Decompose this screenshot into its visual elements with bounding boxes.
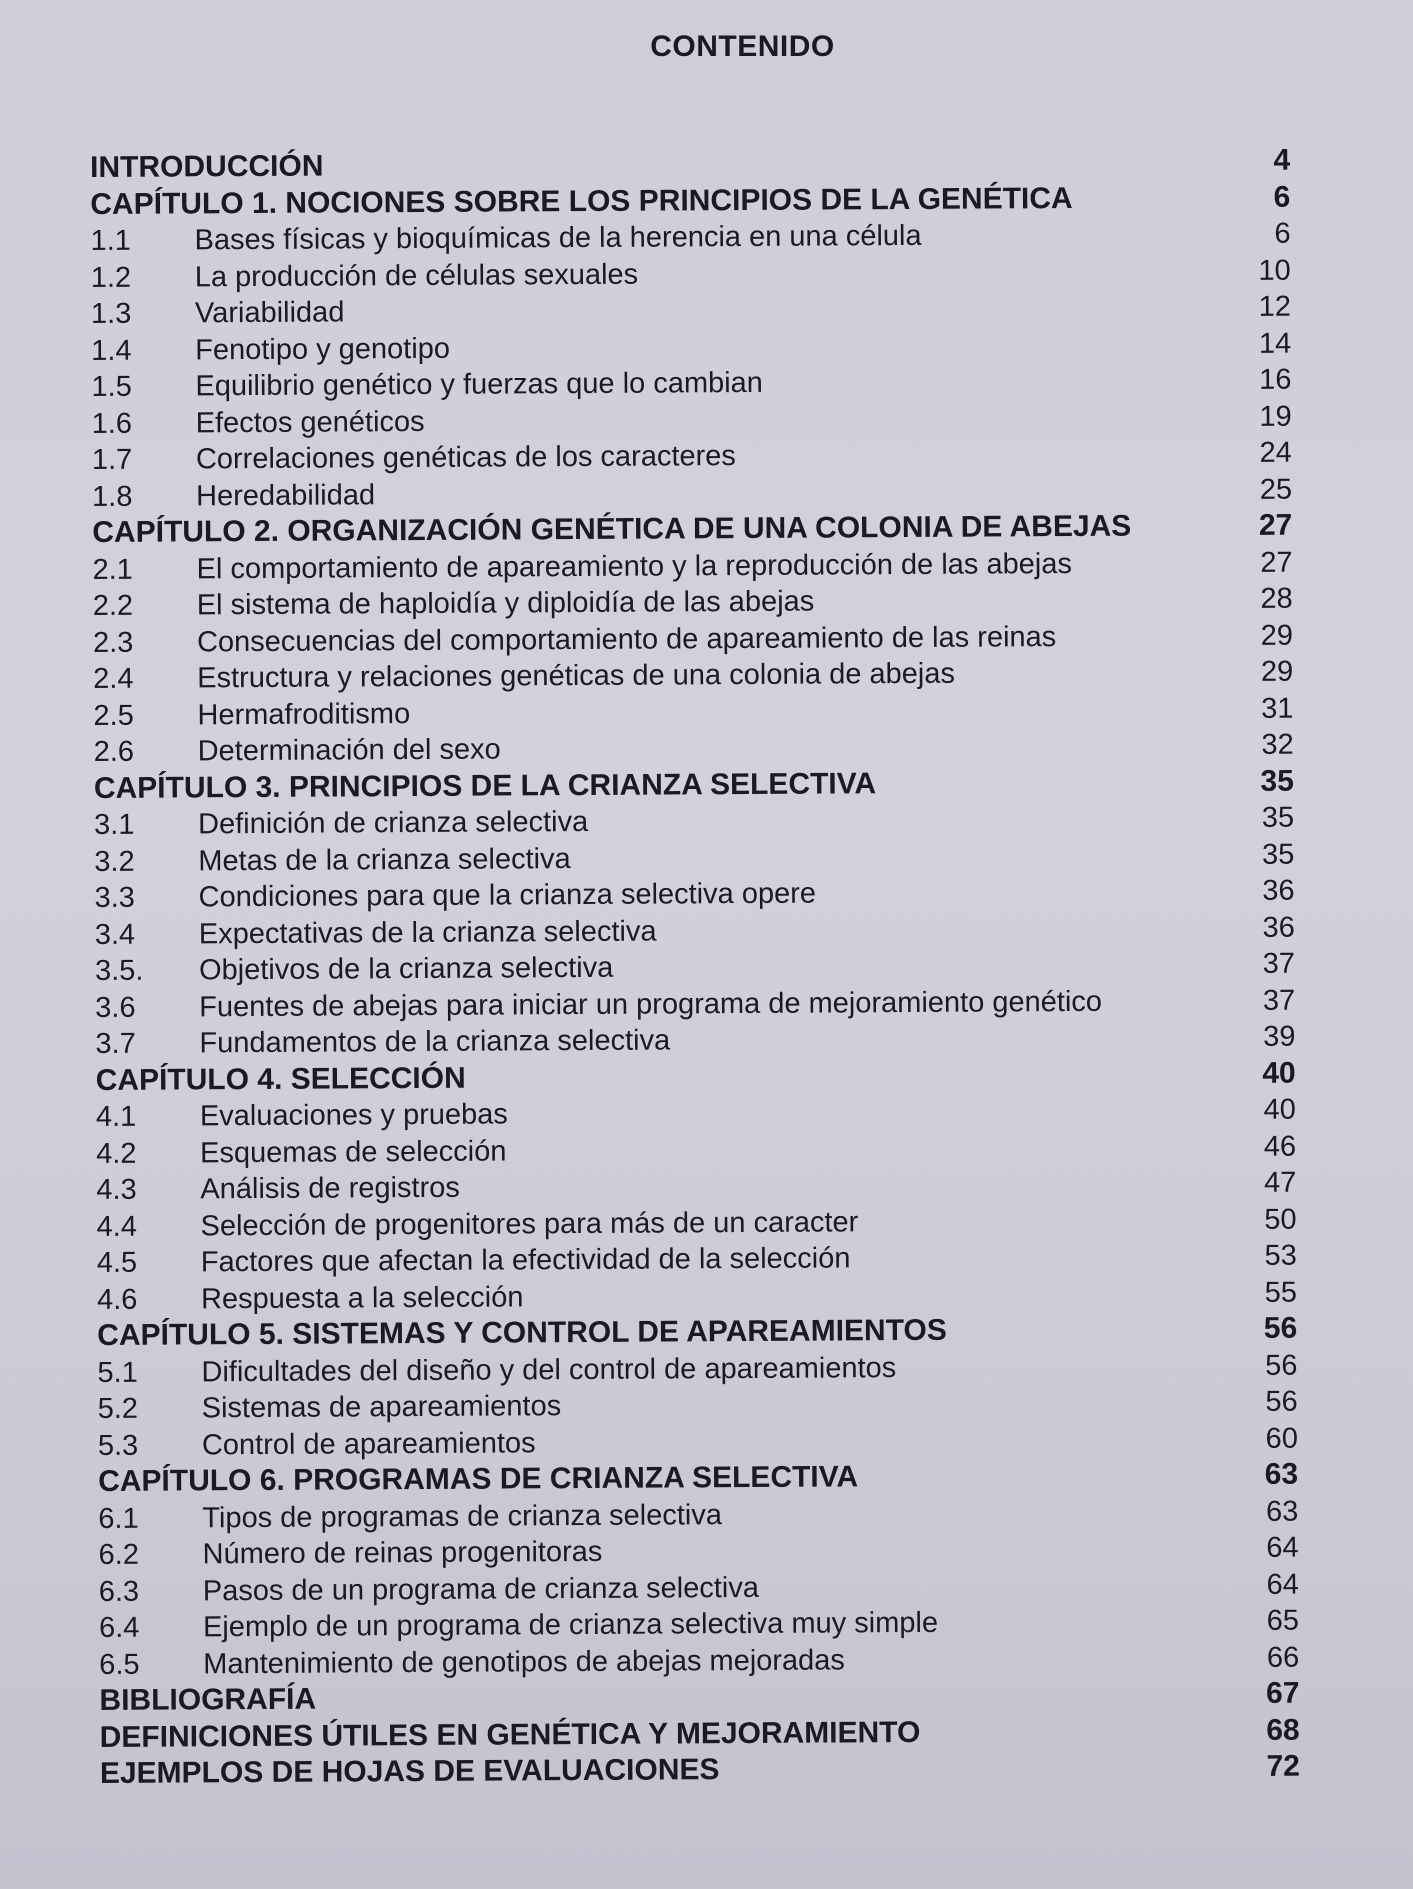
toc-section-number: 2.2 <box>92 589 134 622</box>
toc-page-number: 29 <box>1260 619 1294 652</box>
toc-section-number: 1.2 <box>90 261 132 294</box>
toc-heading-title: CAPÍTULO 2. ORGANIZACIÓN GENÉTICA DE UNA COLONIA DE ABEJAS <box>92 509 1132 549</box>
toc-page-number: 10 <box>1258 254 1291 287</box>
toc-section-number: 1.7 <box>91 443 133 476</box>
toc-page-number: 4 <box>1273 143 1291 177</box>
toc-heading-title: CAPÍTULO 3. PRINCIPIOS DE LA CRIANZA SELECTIVA <box>93 766 877 805</box>
toc-page-number: 25 <box>1259 473 1293 506</box>
toc-section-number: 3.4 <box>94 918 136 951</box>
toc-page-number: 28 <box>1260 582 1293 615</box>
toc-page-number: 64 <box>1266 1531 1299 1564</box>
toc-section-number: 3.5. <box>94 954 144 987</box>
toc-section-title: Ejemplo de un programa de crianza selectiva muy simple <box>202 1606 939 1644</box>
toc-page-number: 67 <box>1265 1676 1300 1710</box>
toc-page-number: 65 <box>1266 1604 1300 1637</box>
toc-section-title: Consecuencias del comportamiento de apareamiento de las reinas <box>196 620 1057 658</box>
toc-section-title: Evaluaciones y pruebas <box>199 1098 508 1133</box>
toc-page-number: 32 <box>1261 728 1294 761</box>
toc-heading-row <box>100 1749 1300 1793</box>
toc-page-number: 39 <box>1263 1020 1296 1053</box>
toc-page-number: 68 <box>1266 1713 1300 1747</box>
toc-page-number: 27 <box>1258 508 1293 542</box>
toc-heading-title: CAPÍTULO 1. NOCIONES SOBRE LOS PRINCIPIOS DE LA GENÉTICA <box>90 181 1073 221</box>
toc-page-number: 36 <box>1262 874 1295 907</box>
toc-section-number: 1.1 <box>90 224 131 257</box>
toc-section-title: Fuentes de abejas para iniciar un programa de mejoramiento genético <box>199 985 1103 1023</box>
toc-page-number: 50 <box>1264 1203 1297 1236</box>
toc-page-number: 40 <box>1263 1093 1296 1126</box>
toc-section-title: Expectativas de la crianza selectiva <box>198 915 657 950</box>
toc-section-title: Sistemas de apareamientos <box>201 1390 562 1425</box>
toc-page-number: 29 <box>1260 655 1294 688</box>
toc-section-title: Selección de progenitores para más de un caracter <box>200 1205 859 1242</box>
toc-section-title: Equilibrio genético y fuerzas que lo cambian <box>195 366 763 403</box>
toc-heading-title: CAPÍTULO 6. PROGRAMAS DE CRIANZA SELECTIVA <box>98 1460 859 1498</box>
toc-section-number: 2.1 <box>92 553 133 586</box>
toc-page-number: 40 <box>1262 1056 1296 1090</box>
toc-section-number: 2.5 <box>93 699 134 732</box>
toc-section-number: 1.5 <box>91 370 132 403</box>
toc-section-number: 1.3 <box>90 297 132 330</box>
toc-section-title: Tipos de programas de crianza selectiva <box>202 1498 723 1534</box>
toc-section-number: 5.2 <box>97 1392 139 1425</box>
toc-section-title: El sistema de haploidía y diploidía de las abejas <box>196 585 815 622</box>
toc-section-number: 6.1 <box>98 1502 139 1535</box>
toc-section-number: 1.8 <box>92 480 133 513</box>
toc-section-title: Objetivos de la crianza selectiva <box>198 951 614 987</box>
toc-section-title: Fundamentos de la crianza selectiva <box>199 1024 671 1060</box>
toc-page-number: 16 <box>1259 363 1292 396</box>
toc-section-number: 3.7 <box>95 1027 136 1060</box>
toc-section-number: 4.1 <box>95 1100 137 1133</box>
toc-page-number: 37 <box>1262 984 1296 1017</box>
toc-section-number: 4.3 <box>96 1173 137 1206</box>
toc-heading-title: BIBLIOGRAFÍA <box>99 1682 317 1717</box>
toc-section-number: 1.4 <box>91 334 132 367</box>
toc-page-number: 56 <box>1265 1349 1298 1382</box>
toc-section-number: 2.3 <box>92 626 134 659</box>
toc-heading-title: INTRODUCCIÓN <box>90 149 324 184</box>
toc-section-title: Condiciones para que la crianza selectiva opere <box>198 877 817 914</box>
toc-section-number: 6.3 <box>98 1575 140 1608</box>
toc-section-number: 5.1 <box>97 1356 138 1389</box>
toc-page-number: 56 <box>1265 1385 1298 1418</box>
toc-section-number: 3.2 <box>94 845 135 878</box>
toc-section-number: 6.2 <box>98 1538 140 1571</box>
toc-page-number: 35 <box>1260 764 1294 798</box>
toc-section-number: 4.6 <box>96 1283 138 1316</box>
toc-page-number: 35 <box>1261 838 1295 871</box>
toc-section-title: Metas de la crianza selectiva <box>198 842 571 877</box>
toc-page-number: 47 <box>1263 1166 1297 1199</box>
toc-section-title: Respuesta a la selección <box>200 1280 524 1315</box>
toc-heading-title: CAPÍTULO 5. SISTEMAS Y CONTROL DE APAREAMIENTOS <box>97 1313 947 1352</box>
toc-section-number: 1.6 <box>91 407 133 440</box>
toc-section-number: 3.6 <box>95 991 136 1024</box>
toc-section-number: 5.3 <box>97 1429 139 1462</box>
toc-section-number: 6.5 <box>99 1648 140 1681</box>
toc-section-title: Dificultades del diseño y del control de apareamientos <box>201 1351 897 1388</box>
toc-section-title: Correlaciones genéticas de los caracteres <box>195 440 736 476</box>
toc-page-number: 12 <box>1258 290 1292 323</box>
page-title: CONTENIDO <box>650 30 835 63</box>
toc-section-title: La producción de células sexuales <box>194 258 639 293</box>
toc-section-title: Definición de crianza selectiva <box>198 805 589 841</box>
toc-section-title: Variabilidad <box>194 296 345 330</box>
toc-section-title: Análisis de registros <box>200 1171 460 1206</box>
toc-section-title: Estructura y relaciones genéticas de una colonia de abejas <box>197 657 956 695</box>
toc-page-number: 24 <box>1259 436 1292 469</box>
toc-page-number: 46 <box>1263 1130 1297 1163</box>
toc-page-number: 64 <box>1266 1568 1299 1601</box>
toc-page-number: 36 <box>1262 911 1295 944</box>
toc-page-number: 14 <box>1258 327 1292 360</box>
toc-page-number: 19 <box>1259 400 1292 433</box>
toc-section-number: 4.2 <box>96 1137 137 1170</box>
toc-page-number: 63 <box>1264 1457 1299 1491</box>
toc-section-number: 2.4 <box>93 662 134 695</box>
toc-heading-title: DEFINICIONES ÚTILES EN GENÉTICA Y MEJORAMIENTO <box>99 1715 921 1754</box>
toc-section-title: Hermafroditismo <box>197 697 411 731</box>
toc-section-title: Número de reinas progenitoras <box>202 1535 603 1571</box>
toc-heading-title: EJEMPLOS DE HOJAS DE EVALUACIONES <box>99 1753 720 1790</box>
toc-page-number: 66 <box>1266 1641 1300 1674</box>
toc-page-number: 37 <box>1262 947 1296 980</box>
toc-page-number: 60 <box>1265 1422 1298 1455</box>
toc-page-number: 6 <box>1274 217 1291 250</box>
toc-page-number: 6 <box>1273 180 1291 214</box>
toc-section-title: Heredabilidad <box>196 478 376 512</box>
toc-section-title: El comportamiento de apareamiento y la reproducción de las abejas <box>196 547 1072 585</box>
toc-section-number: 4.5 <box>96 1246 138 1279</box>
toc-section-number: 3.1 <box>94 808 135 841</box>
toc-section-title: Fenotipo y genotipo <box>195 332 451 366</box>
toc-section-title: Mantenimiento de genotipos de abejas mejoradas <box>203 1643 845 1680</box>
toc-page-number: 56 <box>1263 1311 1298 1345</box>
toc-section-title: Bases físicas y bioquímicas de la herencia en una célula <box>194 219 922 257</box>
toc-section-title: Control de apareamientos <box>201 1426 536 1461</box>
toc-section-title: Determinación del sexo <box>197 733 501 768</box>
table-of-contents <box>90 143 1300 1793</box>
toc-page-number: 27 <box>1260 546 1293 579</box>
toc-section-number: 6.4 <box>98 1611 140 1644</box>
toc-section-title: Pasos de un programa de crianza selectiva <box>202 1571 760 1607</box>
toc-page-number: 31 <box>1261 692 1294 725</box>
toc-page-number: 35 <box>1261 801 1295 834</box>
toc-section-number: 2.6 <box>93 735 135 768</box>
toc-page-number: 53 <box>1264 1239 1297 1272</box>
toc-section-title: Esquemas de selección <box>200 1134 507 1169</box>
toc-heading-title: CAPÍTULO 4. SELECCIÓN <box>95 1061 466 1097</box>
toc-page-number: 72 <box>1266 1749 1300 1783</box>
toc-section-title: Factores que afectan la efectividad de la selección <box>200 1242 851 1279</box>
toc-section-title: Efectos genéticos <box>195 405 425 439</box>
toc-section-number: 3.3 <box>94 881 135 914</box>
toc-section-number: 4.4 <box>96 1210 138 1243</box>
toc-page-number: 55 <box>1264 1276 1298 1309</box>
toc-page-number: 63 <box>1265 1495 1299 1528</box>
